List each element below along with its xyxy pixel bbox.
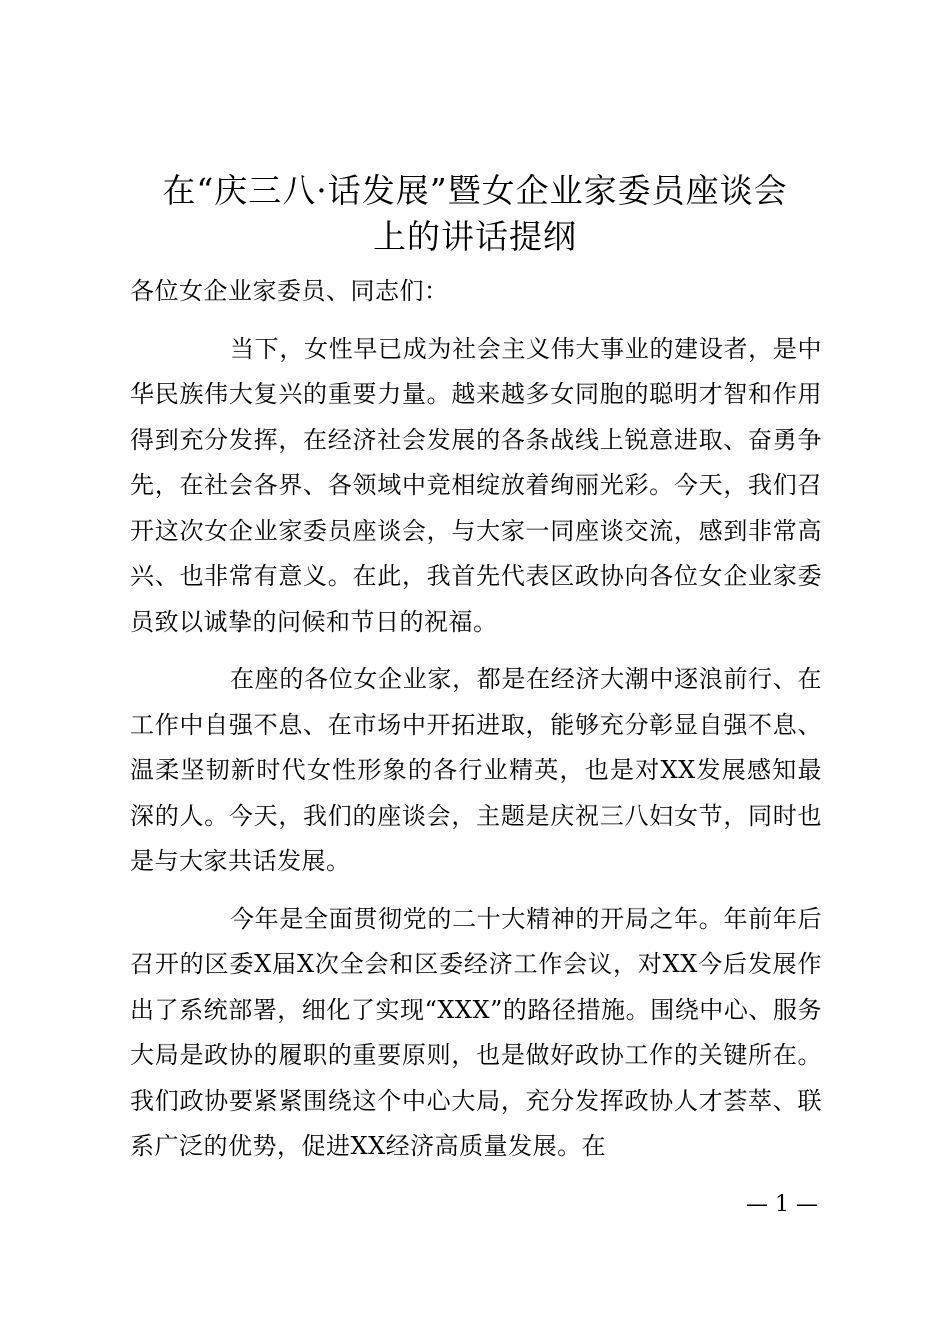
title-line-1: 在“庆三八·话发展”暨女企业家委员座谈会: [162, 171, 788, 210]
paragraph-2: 在座的各位女企业家，都是在经济大潮中逐浪前行、在工作中自强不息、在市场中开拓进取，能够充分彰显自强不息、温柔坚韧新时代女性形象的各行业精英，也是对XX发展感知最深的人。今天，我们的座谈会，主题是庆祝三八妇女节，同时也是与大家共话发展。: [130, 665, 822, 875]
document-title: [120, 168, 830, 260]
paragraph-1: 当下，女性早已成为社会主义伟大事业的建设者，是中华民族伟大复兴的重要力量。越来越多女同胞的聪明才智和作用得到充分发挥，在经济社会发展的各条战线上锐意进取、奋勇争先，在社会各界、各领域中竞相绽放着绚丽光彩。今天，我们召开这次女企业家委员座谈会，与大家一同座谈交流，感到非常高兴、也非常有意义。在此，我首先代表区政协向各位女企业家委员致以诚挚的问候和节日的祝福。: [130, 334, 822, 636]
page-number: — 1 —: [746, 1192, 818, 1217]
document-body: [130, 269, 822, 1182]
title-line-2: 上的讲话提纲: [373, 217, 577, 256]
paragraph-3: 今年是全面贯彻党的二十大精神的开局之年。年前年后召开的区委X届X次全会和区委经济工作会议，对XX今后发展作出了系统部署，细化了实现“XXX”的路径措施。围绕中心、服务大局是政协的履职的重要原则，也是做好政协工作的关键所在。我们政协要紧紧围绕这个中心大局，充分发挥政协人才荟萃、联系广泛的优势，促进XX经济高质量发展。在: [130, 904, 822, 1160]
salutation: 各位女企业家委员、同志们：: [130, 277, 449, 305]
